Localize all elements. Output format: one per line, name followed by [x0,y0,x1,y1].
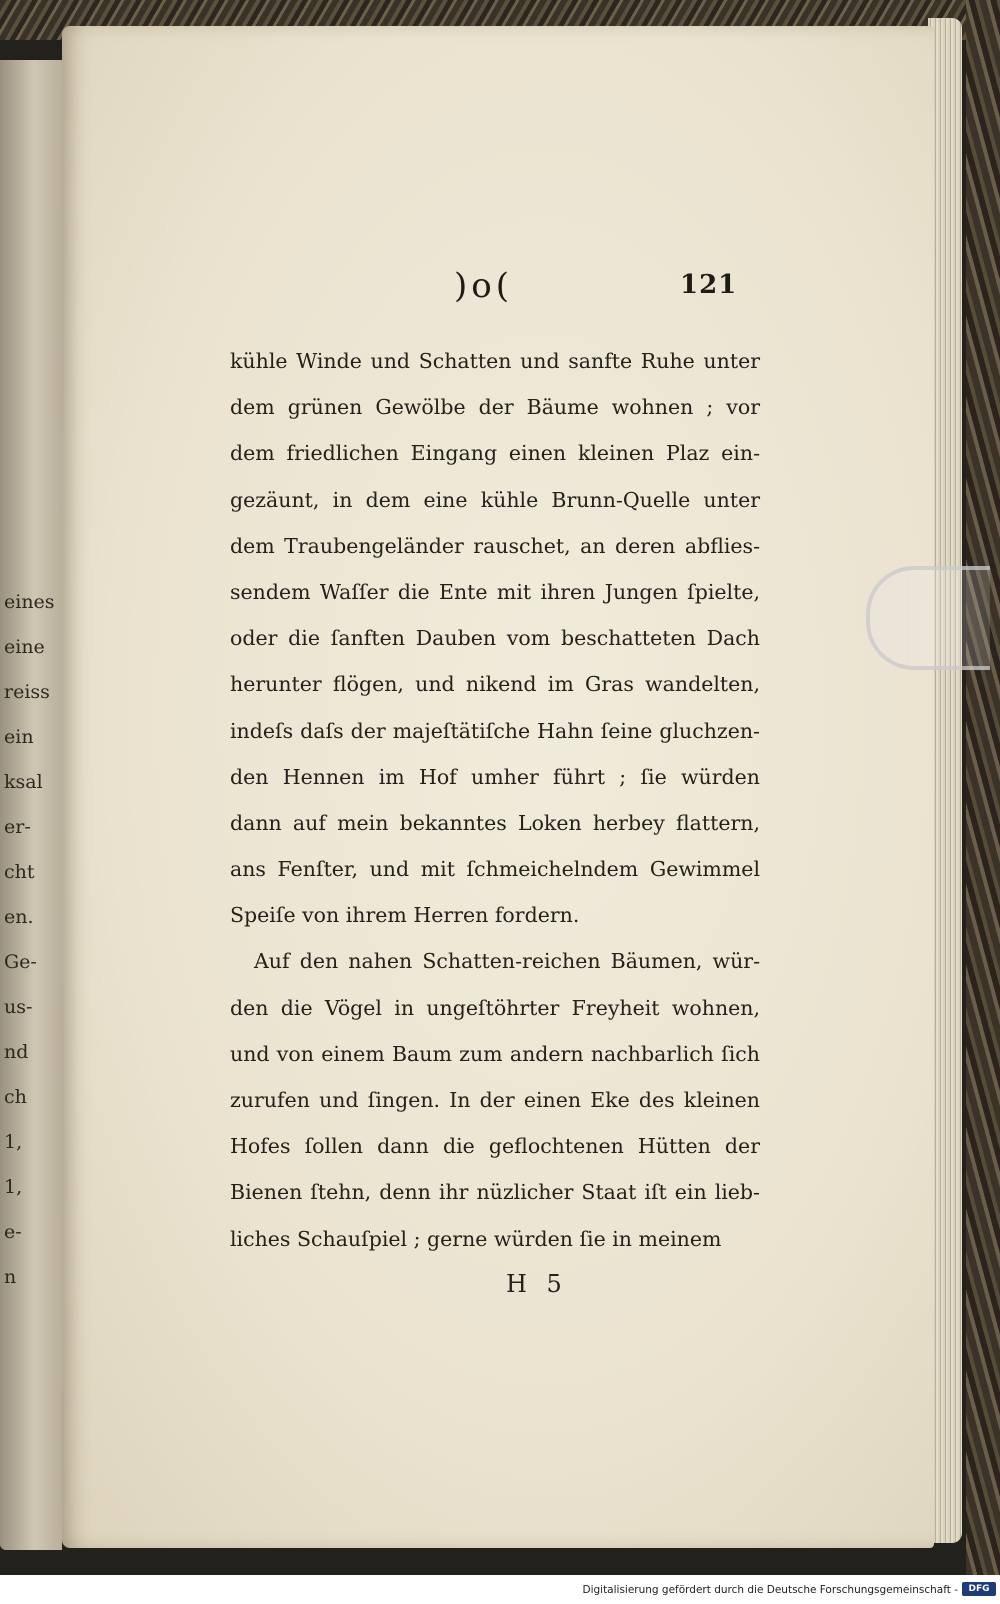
page-number: 121 [680,270,738,300]
marbled-cover-right [966,0,1000,1575]
text-line: sendem Waſſer die Ente mit ihren Jungen ſpielte, [230,579,760,604]
fragment-line: cht [4,861,35,883]
fragment-line: er- [4,816,31,838]
fragment-line: 1, [4,1131,23,1153]
text-line: Hofes ſollen dann die geflochtenen Hütten der [230,1134,760,1159]
fragment-line: 1, [4,1176,23,1198]
fragment-line: us- [4,996,33,1018]
text-line: den Hennen im Hof umher führt ; ſie würden [230,764,760,789]
text-line: den die Vögel in ungeſtöhrter Freyheit wohnen, [230,995,760,1020]
fragment-line: n [4,1266,17,1288]
fragment-line: nd [4,1041,29,1063]
fragment-line: ksal [4,771,43,793]
text-line: gezäunt, in dem eine kühle Brunn-Quelle unter [230,487,760,512]
text-line: dem friedlichen Eingang einen kleinen Plaz ein- [230,441,760,466]
fragment-line: e- [4,1221,22,1243]
previous-page-edge [0,60,62,1550]
previous-page-fragments [4,580,60,1300]
text-line: dem Traubengeländer rauschet, an deren abflies- [230,533,760,558]
fragment-line: reiss [4,681,50,703]
footer-bar [0,1575,1000,1604]
running-head: )o( [454,266,513,306]
text-line: Auf den nahen Schatten-reichen Bäumen, wür- [254,949,760,974]
text-line: dann auf mein bekanntes Loken herbey flattern, [230,810,760,835]
page-holder-clip [866,566,990,670]
text-line: Speiſe von ihrem Herren fordern. [230,903,580,928]
text-line: herunter flögen, und nikend im Gras wandelten, [230,672,760,697]
text-line: und von einem Baum zum andern nachbarlich ſich [230,1041,760,1066]
footer-credit: Digitalisierung gefördert durch die Deutsche Forschungsgemeinschaft - [582,1584,958,1596]
book-page [62,26,934,1548]
text-line: oder die ſanften Dauben vom beschatteten Dach [230,626,760,651]
dfg-logo: DFG [962,1582,996,1596]
fragment-line: en. [4,906,34,928]
fragment-line: ch [4,1086,27,1108]
text-line: dem grünen Gewölbe der Bäume wohnen ; vor [230,395,760,420]
fragment-line: eine [4,636,45,658]
fragment-line: Ge- [4,951,37,973]
page-header [62,266,934,316]
text-line: indeſs daſs der majeſtätiſche Hahn ſeine gluchzen- [230,718,760,743]
fragment-line: eines [4,591,55,613]
body-text [230,338,760,1262]
text-line: Bienen ſtehn, denn ihr nüzlicher Staat iſt ein lieb- [230,1180,760,1205]
printer-signature: H 5 [506,1270,568,1298]
text-line: zurufen und ſingen. In der einen Eke des kleinen [230,1088,760,1112]
text-line: liches Schauſpiel ; gerne würden ſie in meinem [230,1226,722,1251]
fragment-line: ein [4,726,34,748]
text-line: kühle Winde und Schatten und sanfte Ruhe unter [230,349,760,373]
text-line: ans Fenſter, und mit ſchmeichelndem Gewimmel [230,857,760,882]
